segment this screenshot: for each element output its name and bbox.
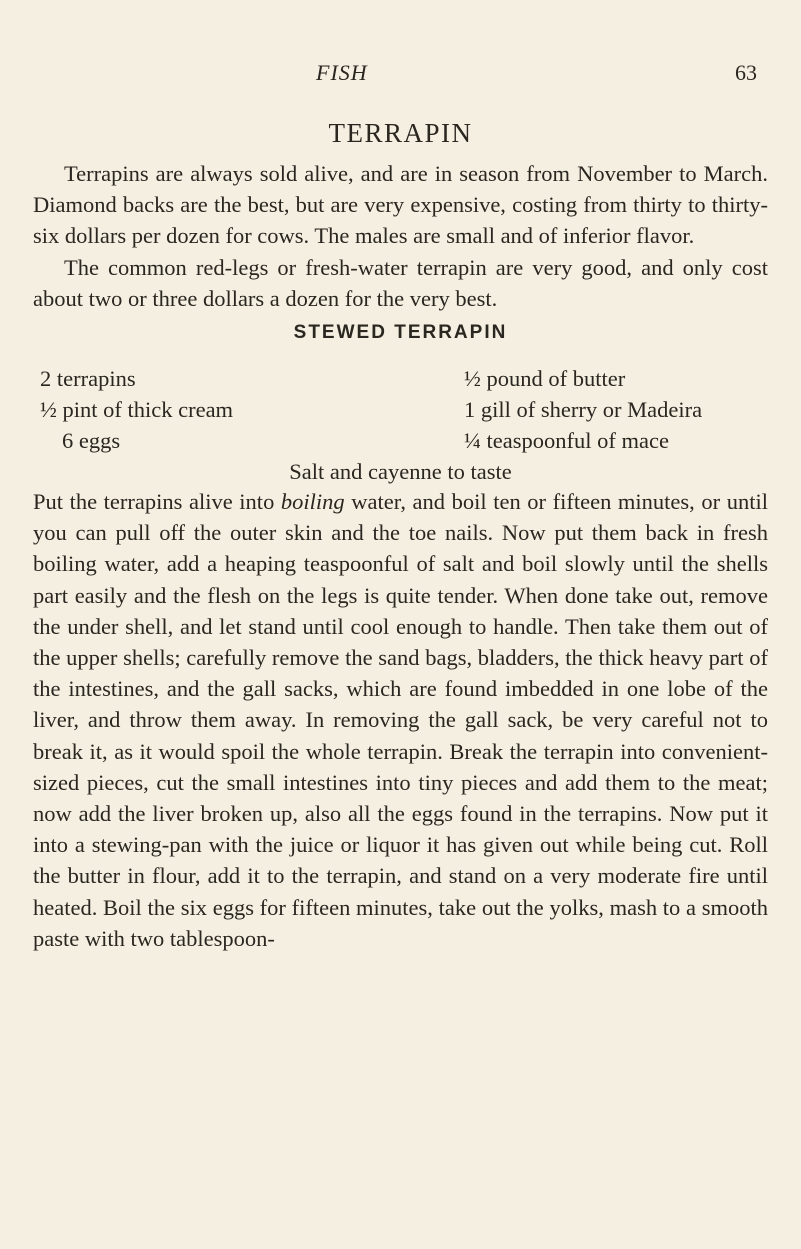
section-title: TERRAPIN [328, 118, 473, 148]
method-text [33, 486, 768, 954]
ingredient-left: 6 eggs [62, 428, 121, 453]
ingredient-row [0, 363, 801, 394]
ingredient-left: ½ pint of thick cream [40, 397, 234, 422]
ingredient-list [0, 363, 801, 487]
ingredient-right: ½ pound of butter [464, 366, 626, 391]
running-head: FISH [316, 60, 368, 85]
method-text-start: Put the terrapins alive into [33, 489, 281, 514]
method-emphasis: boiling [280, 489, 345, 514]
ingredient-left: 2 terrapins [40, 366, 136, 391]
intro-text [33, 158, 768, 314]
page-number: 63 [735, 60, 757, 85]
page-header [0, 60, 801, 90]
intro-paragraph-2: The common red-legs or fresh-water terrapin are very good, and only cost about two or three dollars a dozen for the very best. [33, 254, 768, 311]
ingredient-right: ¼ teaspoonful of mace [464, 428, 669, 453]
recipe-title: STEWED TERRAPIN [293, 322, 508, 343]
ingredient-row [0, 394, 801, 425]
ingredient-right: 1 gill of sherry or Madeira [464, 397, 703, 422]
intro-paragraph-1: Terrapins are always sold alive, and are in season from November to March. Diamond backs are the best, but are very expensive, costing from thirty to thirty-six dollars per dozen for cows. The males are small and of inferior flavor. [33, 161, 768, 249]
seasoning-line: Salt and cayenne to taste [289, 459, 512, 484]
ingredient-row [0, 425, 801, 456]
method-text-rest: water, and boil ten or fifteen minutes, or until you can pull off the outer skin and the toe nails. Now put them back in fresh boiling water, add a heaping teaspoonful of salt and boil slowly until the shells part easily and the flesh on the legs is quite tender. When done take out, remove the under shell, and let stand until cool enough to handle. Then take them out of the upper shells; carefully remove the sand bags, bladders, the thick heavy part of the intestines, and the gall sacks, which are found imbedded in one lobe of the liver, and throw them away. In removing the gall sack, be very careful not to break it, as it would spoil the whole terrapin. Break the terrapin into convenient-sized pieces, cut the small intestines into tiny pieces and add them to the meat; now add the liver broken up, also all the eggs found in the terrapins. Now put it into a stewing-pan with the juice or liquor it has given out while being cut. Roll the butter in flour, add it to the terrapin, and stand on a very moderate fire until heated. Boil the six eggs for fifteen minutes, take out the yolks, mash to a smooth paste with two tablespoon- [33, 489, 768, 951]
